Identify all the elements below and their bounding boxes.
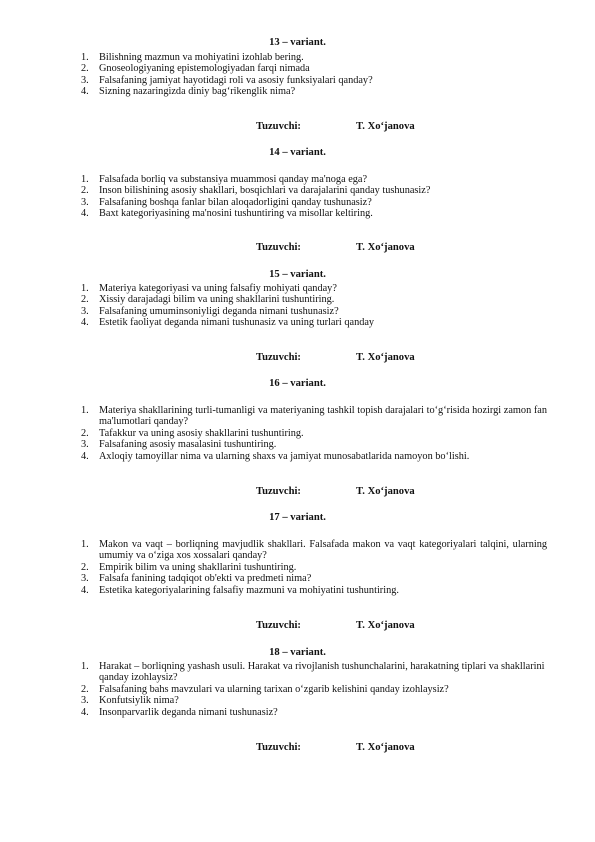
question-number: 2.	[81, 683, 89, 695]
question-number: 4.	[81, 208, 89, 220]
question-number: 2.	[81, 294, 89, 306]
question-item	[0, 86, 595, 97]
question-item	[0, 405, 595, 428]
signature-label: Tuzuvchi:	[256, 486, 301, 497]
question-text: Inson bilishining asosiy shakllari, bosqichlari va darajalarini qanday tushunasiz?	[99, 185, 431, 197]
question-text: Estetik faoliyat deganda nimani tushunasiz va uning turlari qanday	[99, 317, 375, 329]
question-text: Materiya kategoriyasi va uning falsafiy mohiyati qanday?	[99, 283, 337, 294]
question-number: 1.	[81, 52, 89, 63]
question-list	[0, 52, 595, 98]
question-number: 4.	[81, 450, 89, 462]
question-item	[0, 317, 595, 328]
signature-label: Tuzuvchi:	[256, 620, 301, 631]
question-number: 3.	[81, 196, 89, 208]
question-item	[0, 695, 595, 706]
question-item	[0, 75, 595, 86]
question-text: Baxt kategoriyasining ma'nosini tushuntiring va misollar keltiring.	[99, 208, 373, 220]
question-text: Sizning nazaringizda diniy bag‘rikenglik nima?	[99, 86, 296, 98]
signature-name: T. Xo‘janova	[356, 352, 415, 363]
question-item	[0, 573, 595, 584]
question-number: 3.	[81, 695, 89, 707]
question-number: 2.	[81, 63, 89, 75]
question-item	[0, 208, 595, 219]
variant-title: 14 – variant.	[269, 147, 326, 158]
question-number: 4.	[81, 706, 89, 718]
question-number: 1.	[81, 661, 89, 672]
question-item	[0, 707, 595, 718]
question-item	[0, 197, 595, 208]
question-text: Falsafaning umuminsoniyligi deganda nimani tushunasiz?	[99, 305, 339, 317]
question-list	[0, 661, 595, 718]
signature-name: T. Xo‘janova	[356, 620, 415, 631]
question-number: 3.	[81, 74, 89, 86]
question-item	[0, 451, 595, 462]
question-number: 4.	[81, 317, 89, 329]
question-item	[0, 684, 595, 695]
question-text: Axloqiy tamoyillar nima va ularning shaxs va jamiyat munosabatlarida namoyon bo‘lishi.	[99, 450, 470, 462]
question-number: 1.	[81, 283, 89, 294]
question-list	[0, 405, 595, 462]
question-number: 2.	[81, 185, 89, 197]
question-text: Harakat – borliqning yashash usuli. Harakat va rivojlanish tushunchalarini, harakatning tiplari va shakllarini qanday izohlaysiz?	[99, 661, 545, 684]
question-item	[0, 294, 595, 305]
signature-label: Tuzuvchi:	[256, 742, 301, 753]
question-number: 2.	[81, 427, 89, 439]
question-number: 3.	[81, 573, 89, 585]
question-text: Bilishning mazmun va mohiyatini izohlab bering.	[99, 52, 304, 63]
question-item	[0, 185, 595, 196]
question-item	[0, 174, 595, 185]
question-number: 3.	[81, 305, 89, 317]
question-list	[0, 174, 595, 220]
question-text: Makon va vaqt – borliqning mavjudlik shakllari. Falsafada makon va vaqt kategoriyalari talqini, ularning umumiy va o‘ziga xos xossalari qanday?	[99, 539, 547, 562]
question-text: Empirik bilim va uning shakllarini tushuntiring.	[99, 561, 297, 573]
question-list	[0, 283, 595, 329]
question-text: Xissiy darajadagi bilim va uning shakllarini tushuntiring.	[99, 294, 335, 306]
question-item	[0, 428, 595, 439]
question-text: Falsafada borliq va substansiya muammosi qanday ma'noga ega?	[99, 174, 368, 185]
signature-label: Tuzuvchi:	[256, 242, 301, 253]
question-item	[0, 439, 595, 450]
question-text: Falsafaning asosiy masalasini tushuntiring.	[99, 439, 277, 451]
variant-title: 17 – variant.	[269, 512, 326, 523]
question-list	[0, 539, 595, 596]
question-text: Gnoseologiyaning epistemologiyadan farqi nimada	[99, 63, 310, 75]
question-item	[0, 63, 595, 74]
signature-name: T. Xo‘janova	[356, 486, 415, 497]
question-item	[0, 283, 595, 294]
variant-title: 15 – variant.	[269, 269, 326, 280]
question-item	[0, 52, 595, 63]
question-text: Falsafa fanining tadqiqot ob'ekti va predmeti nima?	[99, 573, 312, 585]
question-number: 2.	[81, 561, 89, 573]
question-item	[0, 562, 595, 573]
question-text: Tafakkur va uning asosiy shakllarini tushuntiring.	[99, 427, 304, 439]
question-item	[0, 539, 595, 562]
question-text: Estetika kategoriyalarining falsafiy mazmuni va mohiyatini tushuntiring.	[99, 584, 399, 596]
question-text: Falsafaning boshqa fanlar bilan aloqadorligini qanday tushunasiz?	[99, 196, 372, 208]
question-number: 1.	[81, 405, 89, 416]
signature-label: Tuzuvchi:	[256, 352, 301, 363]
variant-title: 18 – variant.	[269, 647, 326, 658]
question-number: 1.	[81, 174, 89, 185]
question-text: Insonparvarlik deganda nimani tushunasiz?	[99, 706, 278, 718]
question-number: 4.	[81, 86, 89, 98]
signature-name: T. Xo‘janova	[356, 242, 415, 253]
question-text: Falsafaning bahs mavzulari va ularning tarixan o‘zgarib kelishini qanday izohlaysiz?	[99, 683, 449, 695]
question-text: Materiya shakllarining turli-tumanligi va materiyaning tashkil topish darajalari to‘g‘risida hozirgi zamon fan ma'lumotlari qanday?	[99, 405, 547, 428]
variant-title: 16 – variant.	[269, 378, 326, 389]
question-text: Konfutsiylik nima?	[99, 695, 179, 707]
signature-label: Tuzuvchi:	[256, 121, 301, 132]
question-number: 4.	[81, 584, 89, 596]
question-number: 1.	[81, 539, 89, 550]
question-item	[0, 661, 595, 684]
variant-title: 13 – variant.	[269, 37, 326, 48]
question-number: 3.	[81, 439, 89, 451]
question-item	[0, 306, 595, 317]
signature-name: T. Xo‘janova	[356, 742, 415, 753]
question-text: Falsafaning jamiyat hayotidagi roli va asosiy funksiyalari qanday?	[99, 74, 373, 86]
question-item	[0, 585, 595, 596]
signature-name: T. Xo‘janova	[356, 121, 415, 132]
